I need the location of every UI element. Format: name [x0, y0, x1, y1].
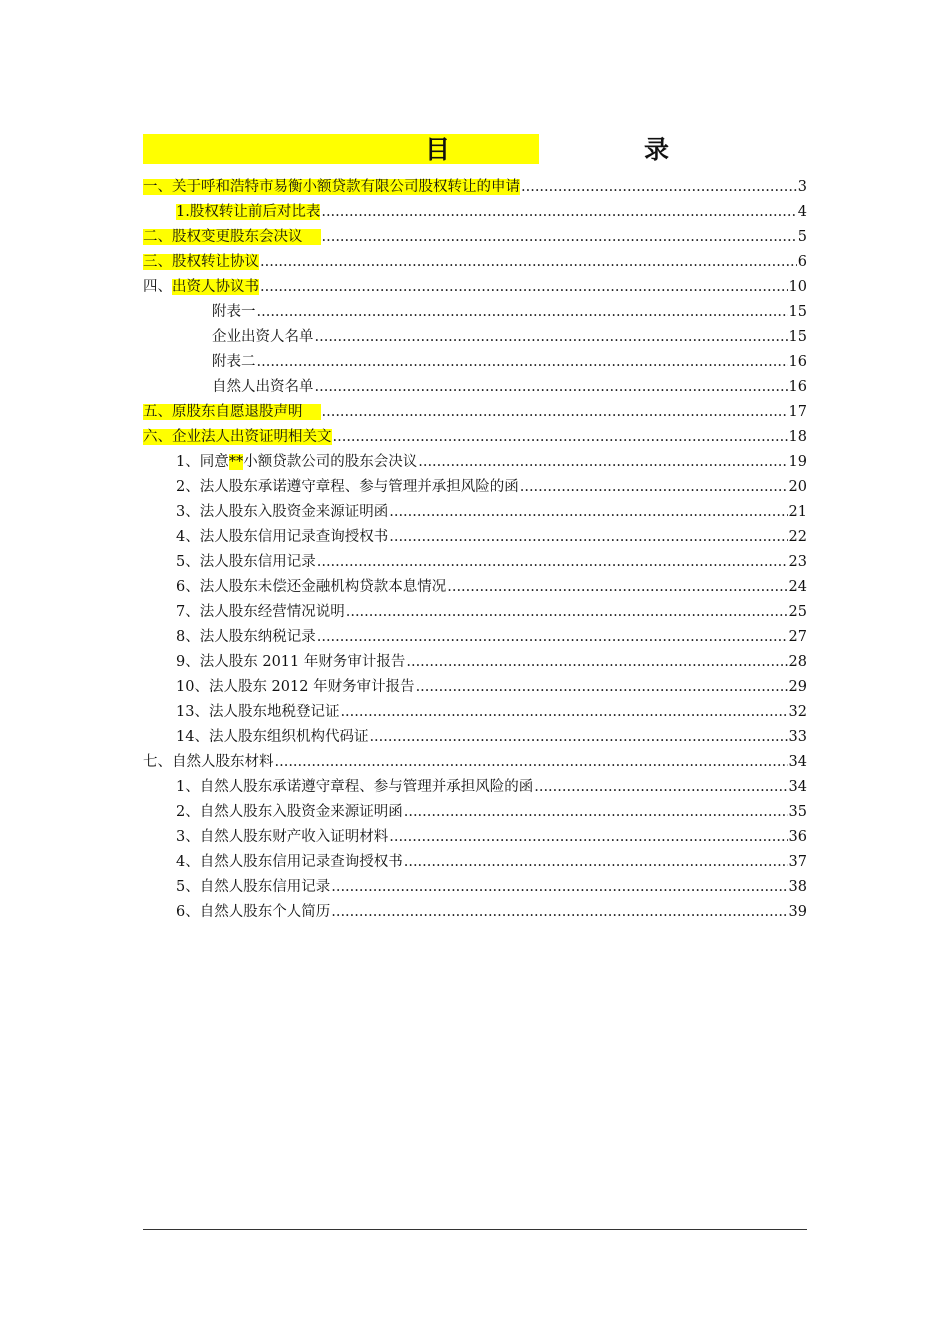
toc-entry-text: 法人股东未偿还金融机构贷款本息情况: [199, 579, 447, 595]
toc-entry-number: 8、: [176, 629, 200, 645]
toc-entry[interactable]: [143, 875, 807, 900]
toc-page-number: 38: [788, 879, 807, 895]
toc-entry[interactable]: [143, 225, 807, 250]
toc-entry-text: 法人股东地税登记证: [208, 704, 340, 720]
toc-page-number: 37: [788, 854, 807, 870]
toc-leader-dots: [406, 650, 787, 675]
toc-entry-text: 股权变更股东会决议: [172, 229, 321, 245]
toc-entry[interactable]: [143, 600, 807, 625]
table-of-contents: [143, 175, 807, 925]
toc-page-number: 32: [788, 704, 807, 720]
toc-entry[interactable]: [143, 350, 807, 375]
toc-entry-number: 1、: [176, 779, 200, 795]
toc-entry-label: [176, 575, 446, 600]
toc-entry-label: [212, 350, 256, 375]
toc-entry-number: 三、: [143, 254, 172, 270]
toc-page-number: 34: [788, 754, 807, 770]
toc-leader-dots: [418, 450, 787, 475]
toc-leader-dots: [534, 775, 787, 800]
toc-page-number: 16: [788, 379, 807, 395]
toc-entry[interactable]: [143, 175, 807, 200]
toc-entry-number: 6、: [176, 904, 200, 920]
toc-leader-dots: [321, 200, 796, 225]
toc-entry-text: 出资人协议书: [172, 279, 259, 295]
toc-page-number: 6: [797, 254, 807, 270]
toc-entry-label: [143, 425, 332, 450]
toc-entry-text: 附表二: [212, 354, 256, 370]
toc-entry-text: 小额贷款公司的股东会决议: [243, 454, 418, 470]
toc-entry-text: 自然人股东材料: [172, 754, 274, 770]
toc-leader-dots: [333, 425, 788, 450]
toc-page-number: 18: [788, 429, 807, 445]
toc-entry[interactable]: [143, 575, 807, 600]
toc-leader-dots: [520, 475, 788, 500]
toc-entry-text: 法人股东信用记录: [199, 554, 316, 570]
toc-entry-label: [176, 200, 320, 225]
toc-leader-dots: [416, 675, 788, 700]
toc-entry[interactable]: [143, 250, 807, 275]
toc-page-number: 3: [797, 179, 807, 195]
toc-leader-dots: [369, 725, 787, 750]
toc-entry-text: 原股东自愿退股声明: [172, 404, 321, 420]
toc-entry[interactable]: [143, 650, 807, 675]
toc-leader-dots: [257, 300, 788, 325]
toc-page-number: 15: [788, 329, 807, 345]
toc-entry-label: [176, 825, 388, 850]
toc-entry-text: 关于呼和浩特市易衡小额贷款有限公司股权转让的申请: [172, 179, 520, 195]
toc-entry-number: 五、: [143, 404, 172, 420]
toc-entry[interactable]: [143, 200, 807, 225]
toc-leader-dots: [331, 900, 787, 925]
toc-entry-label: [143, 175, 520, 200]
toc-entry-label: [176, 900, 330, 925]
toc-entry-text: 自然人股东信用记录: [199, 879, 331, 895]
toc-page-number: 4: [797, 204, 807, 220]
toc-entry[interactable]: [143, 900, 807, 925]
toc-entry-label: [176, 775, 533, 800]
toc-entry-number: 2、: [176, 804, 200, 820]
toc-leader-dots: [275, 750, 788, 775]
toc-entry-text: 1.股权转让前后对比表: [176, 204, 321, 220]
toc-page-number: 10: [788, 279, 807, 295]
toc-entry-label: [143, 250, 259, 275]
page-title: 目 录: [425, 135, 718, 164]
toc-entry-label: [176, 650, 405, 675]
toc-page-number: 28: [788, 654, 807, 670]
toc-page-number: 35: [788, 804, 807, 820]
toc-entry[interactable]: [143, 525, 807, 550]
toc-entry[interactable]: [143, 625, 807, 650]
toc-entry-text: 自然人股东财产收入证明材料: [199, 829, 389, 845]
toc-entry[interactable]: [143, 550, 807, 575]
toc-entry-label: [176, 800, 403, 825]
toc-entry[interactable]: [143, 300, 807, 325]
toc-entry-label: [176, 850, 403, 875]
toc-page-number: 23: [788, 554, 807, 570]
toc-entry-label: [212, 325, 314, 350]
toc-entry-text: 附表一: [212, 304, 256, 320]
toc-entry-text: 企业法人出资证明相关文: [172, 429, 332, 445]
toc-leader-dots: [447, 575, 787, 600]
toc-leader-dots: [315, 375, 788, 400]
toc-entry-text: 自然人股东信用记录查询授权书: [199, 854, 403, 870]
toc-entry-label: [143, 750, 274, 775]
toc-leader-dots: [404, 800, 788, 825]
toc-page-number: 17: [788, 404, 807, 420]
toc-entry-label: [212, 300, 256, 325]
toc-entry-label: [176, 500, 388, 525]
footer-rule: [143, 1229, 807, 1230]
toc-entry[interactable]: [143, 675, 807, 700]
toc-entry[interactable]: [143, 725, 807, 750]
toc-entry[interactable]: [143, 825, 807, 850]
toc-entry-label: [176, 450, 417, 475]
toc-page-number: 24: [788, 579, 807, 595]
toc-leader-dots: [389, 825, 787, 850]
toc-entry-text: 法人股东组织机构代码证: [208, 729, 369, 745]
toc-entry-label: [176, 475, 519, 500]
toc-entry-text: 法人股东 2011 年财务审计报告: [199, 654, 406, 670]
toc-entry-number: 七、: [143, 754, 172, 770]
toc-entry-mark: **: [228, 454, 244, 470]
toc-page-number: 16: [788, 354, 807, 370]
toc-entry-number: 14、: [176, 729, 209, 745]
toc-entry-number: 4、: [176, 854, 200, 870]
toc-entry-number: 2、: [176, 479, 200, 495]
toc-entry-number: 5、: [176, 879, 200, 895]
toc-leader-dots: [404, 850, 788, 875]
toc-page-number: 20: [788, 479, 807, 495]
toc-entry-text: 自然人股东入股资金来源证明函: [199, 804, 403, 820]
toc-page-number: 21: [788, 504, 807, 520]
toc-entry-number: 六、: [143, 429, 172, 445]
toc-page-number: 33: [788, 729, 807, 745]
toc-entry-number: 10、: [176, 679, 209, 695]
toc-leader-dots: [257, 350, 788, 375]
toc-entry-label: [176, 725, 368, 750]
toc-entry-number: 13、: [176, 704, 209, 720]
toc-page-number: 22: [788, 529, 807, 545]
toc-entry-label: [176, 550, 316, 575]
toc-entry-number: 1、同意: [176, 454, 229, 470]
toc-page-number: 36: [788, 829, 807, 845]
toc-entry-text: 股权转让协议: [172, 254, 259, 270]
toc-entry-label: [176, 525, 388, 550]
toc-entry-number: 二、: [143, 229, 172, 245]
toc-leader-dots: [317, 550, 788, 575]
toc-entry-label: [176, 675, 415, 700]
toc-page-number: 39: [788, 904, 807, 920]
toc-page-number: 5: [797, 229, 807, 245]
toc-entry-label: [143, 275, 259, 300]
toc-entry-label: [212, 375, 314, 400]
toc-entry[interactable]: [143, 750, 807, 775]
toc-entry[interactable]: [143, 425, 807, 450]
toc-entry-text: 自然人出资名单: [212, 379, 314, 395]
toc-entry-label: [176, 625, 316, 650]
toc-page-number: 15: [788, 304, 807, 320]
toc-entry[interactable]: [143, 400, 807, 425]
toc-entry[interactable]: [143, 375, 807, 400]
toc-entry-number: 四、: [143, 279, 172, 295]
toc-entry-label: [176, 875, 330, 900]
toc-page-number: 29: [788, 679, 807, 695]
toc-entry-text: 企业出资人名单: [212, 329, 314, 345]
toc-leader-dots: [521, 175, 797, 200]
toc-entry-text: 法人股东承诺遵守章程、参与管理并承担风险的函: [199, 479, 519, 495]
toc-entry-text: 法人股东纳税记录: [199, 629, 316, 645]
toc-entry[interactable]: [143, 325, 807, 350]
toc-entry[interactable]: [143, 500, 807, 525]
toc-entry-label: [176, 600, 345, 625]
toc-page-number: 27: [788, 629, 807, 645]
toc-entry-number: 4、: [176, 529, 200, 545]
toc-leader-dots: [346, 600, 788, 625]
toc-entry-text: 法人股东信用记录查询授权书: [199, 529, 389, 545]
toc-leader-dots: [260, 250, 797, 275]
toc-page-number: 25: [788, 604, 807, 620]
toc-entry-label: [143, 225, 321, 250]
toc-leader-dots: [315, 325, 788, 350]
toc-entry-label: [176, 700, 339, 725]
toc-entry-text: 法人股东经营情况说明: [199, 604, 345, 620]
toc-entry-number: 3、: [176, 504, 200, 520]
toc-entry-label: [143, 400, 321, 425]
toc-page-number: 34: [788, 779, 807, 795]
toc-leader-dots: [317, 625, 788, 650]
toc-leader-dots: [340, 700, 787, 725]
toc-entry-number: 一、: [143, 179, 172, 195]
toc-entry-number: 6、: [176, 579, 200, 595]
toc-entry[interactable]: [143, 450, 807, 475]
toc-leader-dots: [389, 500, 787, 525]
toc-entry-number: 3、: [176, 829, 200, 845]
toc-leader-dots: [389, 525, 787, 550]
toc-entry[interactable]: [143, 475, 807, 500]
toc-leader-dots: [331, 875, 787, 900]
toc-entry-text: 法人股东 2012 年财务审计报告: [208, 679, 415, 695]
toc-entry[interactable]: [143, 850, 807, 875]
toc-page-number: 19: [788, 454, 807, 470]
toc-entry-number: 5、: [176, 554, 200, 570]
toc-entry-number: 9、: [176, 654, 200, 670]
toc-leader-dots: [260, 275, 788, 300]
toc-entry[interactable]: [143, 700, 807, 725]
toc-entry[interactable]: [143, 275, 807, 300]
toc-entry[interactable]: [143, 775, 807, 800]
toc-entry[interactable]: [143, 800, 807, 825]
toc-entry-text: 法人股东入股资金来源证明函: [199, 504, 389, 520]
toc-leader-dots: [322, 225, 797, 250]
toc-entry-text: 自然人股东个人简历: [199, 904, 331, 920]
toc-entry-text: 自然人股东承诺遵守章程、参与管理并承担风险的函: [199, 779, 534, 795]
toc-leader-dots: [322, 400, 788, 425]
toc-entry-number: 7、: [176, 604, 200, 620]
